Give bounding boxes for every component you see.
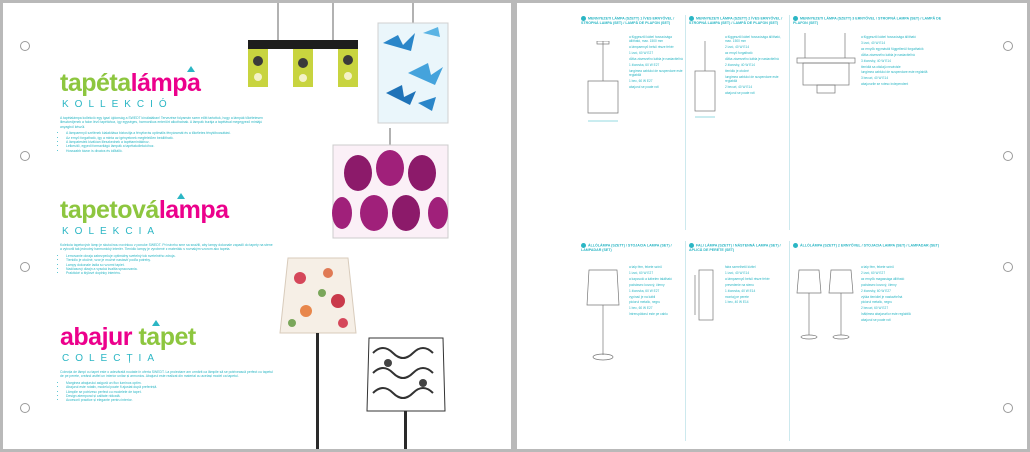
bullet: • A lámpatestek kiválóan illeszkednek a tapétamintákhoz.	[66, 140, 275, 144]
spec-line: 1 bec, 40 W E14	[725, 300, 749, 305]
spec-line: abajurul se poate roti	[725, 91, 755, 96]
binder-hole	[20, 41, 30, 51]
section-title: FALI LÁMPA (SZETT) / NÁSTENNÁ LAMPA (SET) / APLICĂ DE PERETE (SET)	[689, 243, 781, 252]
floor-lamp-drawing	[583, 265, 623, 365]
section-title: MENNYEZETI LÁMPA (SZETT) 2 ÍVES ERNYŐVEL / STROPNÁ LAMPA (SET) / LAMPĂ DE PLAFON (SET)	[689, 16, 783, 25]
description-intro: Colecția de lămpi cu tapet este o adevărată noutate în oferta SWEDT. La proiectare am urmărit ca lămpile să se potrivească perfect cu tapetul de pe perete, creând astfel un interior unitar și armonios. Abajurul este realizat din material cu același model ca tapetul.	[60, 370, 273, 379]
bullet: • Praktické a štýlové doplnky interiéru.	[66, 271, 275, 275]
spec-line: a lámpaernyő belső része fehér	[725, 276, 770, 281]
wall-lamp-drawing	[691, 265, 721, 335]
bullet: • Accesorii practice și elegante pentru interior.	[66, 398, 275, 402]
description-slovak	[60, 243, 275, 276]
spec-line: abajururile se rotesc independent	[861, 82, 909, 87]
brand-word-2: lámpa	[130, 69, 201, 97]
brand-hungarian	[60, 71, 200, 96]
bullet: • Az ernyő forgatható, így a minta az igényeknek megfelelően beállítható.	[66, 136, 275, 140]
bullet-list	[60, 131, 275, 153]
section-title: MENNYEZETI LÁMPA (SZETT) 3 ERNYŐVEL / STROPNÁ LAMPA (SET) / LAMPĂ DE PLAFON (SET)	[793, 16, 942, 25]
spec-line: 1 izzó, 60 W E27	[629, 51, 654, 56]
spec-line: 2 žiarovky, 60 W E27	[861, 288, 891, 293]
spec-line: a kapcsoló a kábelen található	[629, 276, 672, 281]
brand-romanian	[60, 325, 196, 350]
section-title: ÁLLÓLÁMPA (SZETT) / STOJACIA LAMPA (SET) / LAMPADAR (SET)	[581, 243, 672, 252]
collection-subtitle: COLECȚIA	[62, 353, 161, 364]
left-page	[3, 3, 511, 449]
brand-word-1: abajur	[60, 323, 139, 351]
section-specs	[725, 35, 785, 97]
section-specs	[629, 35, 683, 91]
bullet: • Lemovanie okraja zabezpečuje optimálny svetelný tok svetelného zdroja.	[66, 254, 275, 258]
lamp-logo-icon	[152, 320, 160, 326]
floor-lamp-drawing	[795, 265, 857, 345]
spec-line: 3 becuri, 40 W E14	[861, 76, 889, 81]
spec-line: 3 izzó, 40 W E14	[861, 40, 886, 45]
floor-lamp-floral	[278, 253, 358, 449]
lamp-logo-icon	[187, 66, 195, 72]
spec-line: falra szerelhető kivitel	[725, 265, 756, 269]
spec-line: 1 žiarovka, 40 W E14	[725, 288, 756, 293]
spec-line: podstavec kovový, čierny	[861, 282, 897, 287]
spec-line: lungimea cablului de suspendare este reglabilă	[725, 74, 779, 84]
section-title: ÁLLÓLÁMPA (SZETT) 2 ERNYŐVEL / STOJACIA LAMPA (SET) / LAMPADAR (SET)	[793, 243, 943, 248]
spec-line: dĺžka závesného kábla je nastaviteľná	[629, 57, 683, 62]
bullet: • Lampy dokonale ladia so vzormi tapiet.	[66, 263, 275, 267]
binder-hole	[1003, 41, 1013, 51]
spec-line: înălțimea abajururilor este reglabilă	[861, 312, 911, 317]
brand-word-2: tapet	[138, 323, 196, 351]
description-romanian	[60, 370, 275, 403]
column-divider	[789, 241, 790, 441]
spec-line: 2 izzó, 40 W E14	[725, 45, 750, 50]
bullet: • Lămpile se potrivesc perfect cu modelele de tapet.	[66, 390, 275, 394]
spec-line: tienidlo je otočné	[725, 68, 749, 73]
column-divider	[789, 15, 790, 230]
bullet: • A lámpaernyő szélének kialakítása biztosítja a fényforrás optimális fényáramát és a tökéletes fénykibocsátást.	[66, 131, 275, 135]
spec-line: dĺžka závesného kábla je nastaviteľná	[725, 57, 779, 62]
spec-line: 2 izzó, 60 W E27	[861, 270, 886, 275]
spec-line: a lámpaernyő belső része fehér	[629, 45, 674, 50]
section-title: MENNYEZETI LÁMPA (SZETT) 1 ÍVES ERNYŐVEL / STROPNÁ LAMPA (SET) / LAMPĂ DE PLAFON (SET)	[581, 16, 675, 25]
spec-line: 2 becuri, 40 W E14	[725, 85, 753, 90]
spec-line: 2 žiarovky, 40 W E14	[725, 63, 755, 68]
bullet-list	[60, 254, 275, 276]
spec-line: tienidlá sa otáčajú nezávisle	[861, 64, 901, 69]
spec-line: a függesztő kábel hosszúsága állítható, max. 1500 mm	[629, 35, 672, 44]
right-page	[517, 3, 1027, 449]
section-specs	[861, 35, 999, 88]
brand-word-1: tapetová	[60, 196, 159, 224]
spec-line: a talp fém, fekete színű	[629, 265, 662, 269]
spec-line: výška tienidiel je nastaviteľná	[861, 294, 903, 299]
spec-line: 3 žiarovky, 40 W E14	[861, 58, 891, 63]
spec-line: 1 izzó, 60 W E27	[629, 270, 654, 275]
spec-line: piciorul metalic, negru	[861, 300, 893, 305]
collection-subtitle: KOLEKCIA	[62, 226, 161, 237]
pendant-drawing	[795, 33, 857, 108]
spec-line: abajurul se poate roti	[629, 85, 659, 90]
pendant-drawing	[689, 41, 721, 121]
spec-line: vypínač je na kábli	[629, 294, 656, 299]
spec-line: 1 izzó, 40 W E14	[725, 270, 750, 275]
spec-line: 1 bec, 60 W E27	[629, 79, 653, 84]
spec-line: az ernyők magassága állítható	[861, 276, 905, 281]
spec-line: montaj pe perete	[725, 294, 749, 299]
floor-lamp-black-white	[363, 333, 448, 449]
bullet: • Marginea abajurului asigură un flux luminos optim.	[66, 381, 275, 385]
binder-hole	[1003, 151, 1013, 161]
pendant-drawing	[583, 41, 623, 126]
brand-word-2: lampa	[158, 196, 229, 224]
spec-line: az ernyők egymástól függetlenül forgathatók	[861, 46, 924, 51]
bullet: • Nadčasový dizajn a vysoká kvalita spracovania.	[66, 267, 275, 271]
spec-line: întrerupătorul este pe cablu	[629, 312, 668, 317]
spec-line: 1 žiarovka, 60 W E27	[629, 288, 660, 293]
binder-hole	[20, 262, 30, 272]
brand-word-1: tapéta	[60, 69, 131, 97]
pendant-lamp-purple-pattern	[328, 128, 453, 243]
spec-line: podstavec kovový, čierny	[629, 282, 665, 287]
spec-line: prevedenie na stenu	[725, 282, 754, 287]
bullet: • Abajurul este rotativ, modelul poate fi ajustat după preferință.	[66, 385, 275, 389]
section-specs	[861, 265, 999, 324]
column-divider	[685, 15, 686, 230]
binder-hole	[1003, 403, 1013, 413]
spec-line: a talp fém, fekete színű	[861, 265, 894, 269]
spec-line: piciorul metalic, negru	[629, 300, 661, 305]
binder-hole	[1003, 262, 1013, 272]
spec-line: a függesztő kábel hosszúsága állítható	[861, 35, 916, 39]
pendant-lamp-3-shades	[243, 3, 363, 98]
spec-line: 2 becuri, 60 W E27	[861, 306, 889, 311]
bullet: • Tienidlo je otočné, vzor je možné nastaviť podľa potreby.	[66, 258, 275, 262]
spec-line: a függesztő kábel hosszúsága állítható, max. 1500 mm	[725, 35, 781, 44]
section-specs	[629, 265, 683, 318]
brand-slovak	[60, 198, 229, 223]
spec-line: 1 žiarovka, 60 W E27	[629, 63, 660, 68]
spec-line: dĺžka závesného kábla je nastaviteľná	[861, 52, 915, 57]
spec-line: lungimea cablului de suspendare este reglabilă	[861, 70, 928, 75]
spec-line: 1 bec, 60 W E27	[629, 306, 653, 311]
binder-hole	[20, 403, 30, 413]
collection-subtitle: KOLLEKCIÓ	[62, 99, 173, 110]
spec-line: az ernyő forgatható	[725, 51, 753, 56]
description-intro: Kolekcia tapetových lámp je skutočnou novinkou v ponuke SWEDT. Pri návrhu sme sa snažili, aby lampy dokonale zapadli do tapety na stene a vytvorili tak jednotný harmonický interiér. Tienidlo lampy je vyrobené z materiálu s rovnakým vzorom ako tapeta.	[60, 243, 273, 252]
column-divider	[685, 241, 686, 441]
bullet: • Lelkesítő, egyedi formavilágú lámpák a tapétakollekcióhoz.	[66, 144, 275, 148]
bullet: • Hosszabb távon is divatos és időtálló.	[66, 149, 275, 153]
bullet: • Design atemporal și calitate ridicată.	[66, 394, 275, 398]
spec-line: lungimea cablului de suspendare este reglabilă	[629, 68, 683, 78]
bullet-list	[60, 381, 275, 403]
description-intro: A tapétalámpa kollekció egy igazi újdonság a SWEDT kínálatában! Tervezése folyamán szem előtt tartottuk, hogy a lámpák tökéletesen illeszkedjenek a falon lévő tapétához, így egységes, harmonikus enteriőrt alkothatnak. A lámpák burája a tapétával megegyező mintájú anyagból készül.	[60, 116, 263, 129]
spec-line: abajurul se poate roti	[861, 318, 891, 323]
pendant-lamp-blue-birds	[368, 3, 458, 133]
section-specs	[725, 265, 785, 306]
binder-hole	[20, 151, 30, 161]
description-hungarian	[60, 116, 275, 153]
lamp-logo-icon	[177, 193, 185, 199]
